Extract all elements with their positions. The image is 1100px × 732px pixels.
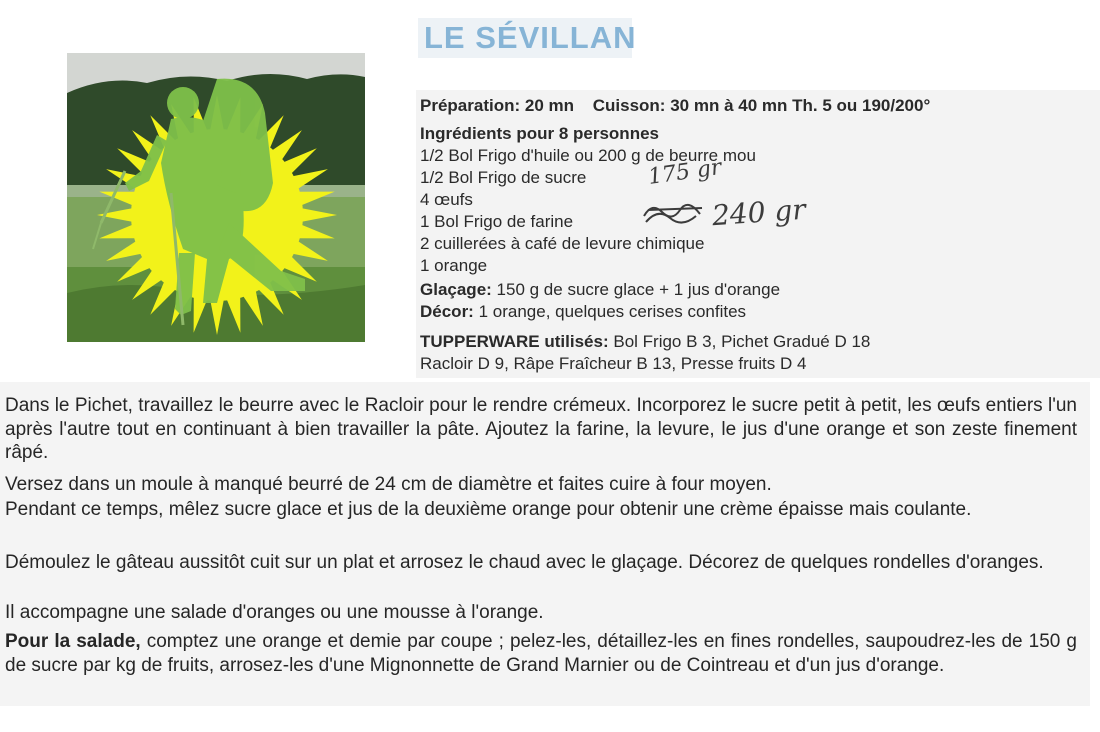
decor-line: [420, 301, 746, 323]
cuisson-value: 30 mn à 40 mn Th. 5 ou 190/200°: [670, 96, 931, 115]
ingredient-item: 2 cuillerées à café de levure chimique: [420, 234, 705, 253]
prep-cook-line: [420, 95, 930, 117]
salad-label: Pour la salade,: [5, 631, 141, 652]
ingredient-item: 4 œufs: [420, 190, 473, 209]
recipe-title: LE SÉVILLAN: [424, 20, 637, 55]
salad-paragraph: [5, 630, 1077, 677]
glacage-line: [420, 279, 780, 301]
ingredient-item: 1 orange: [420, 256, 488, 275]
instruction-paragraph: Pendant ce temps, mêlez sucre glace et jus de la deuxième orange pour obtenir une crème épaisse mais coulante.: [5, 499, 972, 520]
strikethrough-scribble: [640, 196, 710, 230]
hiker-sun-logo-photo: [67, 53, 365, 342]
decor-label: Décor:: [420, 302, 474, 321]
tupperware-line1: Bol Frigo B 3, Pichet Gradué D 18: [613, 332, 871, 351]
cuisson-label: Cuisson:: [592, 96, 666, 115]
instruction-paragraph: Démoulez le gâteau aussitôt cuit sur un plat et arrosez le chaud avec le glaçage. Décorez de quelques rondelles d'oranges.: [5, 552, 1044, 573]
tupperware-label: TUPPERWARE utilisés:: [420, 332, 609, 351]
ingredient-item: 1/2 Bol Frigo d'huile ou 200 g de beurre mou: [420, 146, 756, 165]
tupperware-line2: Racloir D 9, Râpe Fraîcheur B 13, Presse fruits D 4: [420, 354, 807, 373]
salad-text: comptez une orange et demie par coupe ; pelez-les, détaillez-les en fines rondelles, saupoudrez-les de 150 g de sucre par kg de fruits, arrosez-les d'une Mignonnette de Grand Marnier ou de Cointreau et d'un jus d'orange.: [5, 631, 1077, 676]
glacage-label: Glaçage:: [420, 280, 492, 299]
instruction-paragraph: Versez dans un moule à manqué beurré de 24 cm de diamètre et faites cuire à four moyen.: [5, 474, 772, 495]
handwritten-sugar-note: 175 gr: [646, 155, 723, 190]
tupperware-line: [420, 331, 870, 353]
preparation-value: 20 mn: [524, 96, 575, 115]
instruction-paragraph: Il accompagne une salade d'oranges ou une mousse à l'orange.: [5, 602, 544, 623]
ingredients-heading: Ingrédients pour 8 personnes: [420, 124, 659, 143]
decor-value: 1 orange, quelques cerises confites: [478, 302, 747, 321]
ingredient-item: 1 Bol Frigo de farine: [420, 212, 574, 231]
handwritten-flour-note: 240 gr: [710, 192, 807, 233]
preparation-label: Préparation:: [420, 96, 521, 115]
glacage-value: 150 g de sucre glace + 1 jus d'orange: [496, 280, 781, 299]
ingredient-item: 1/2 Bol Frigo de sucre: [420, 168, 587, 187]
instruction-paragraph: Dans le Pichet, travaillez le beurre avec le Racloir pour le rendre crémeux. Incorporez le sucre petit à petit, les œufs entiers l'un après l'autre tout en continuant à bien travailler la pâte. Ajoutez la farine, la levure, le jus d'une orange et son zeste finement râpé.: [5, 395, 1077, 463]
